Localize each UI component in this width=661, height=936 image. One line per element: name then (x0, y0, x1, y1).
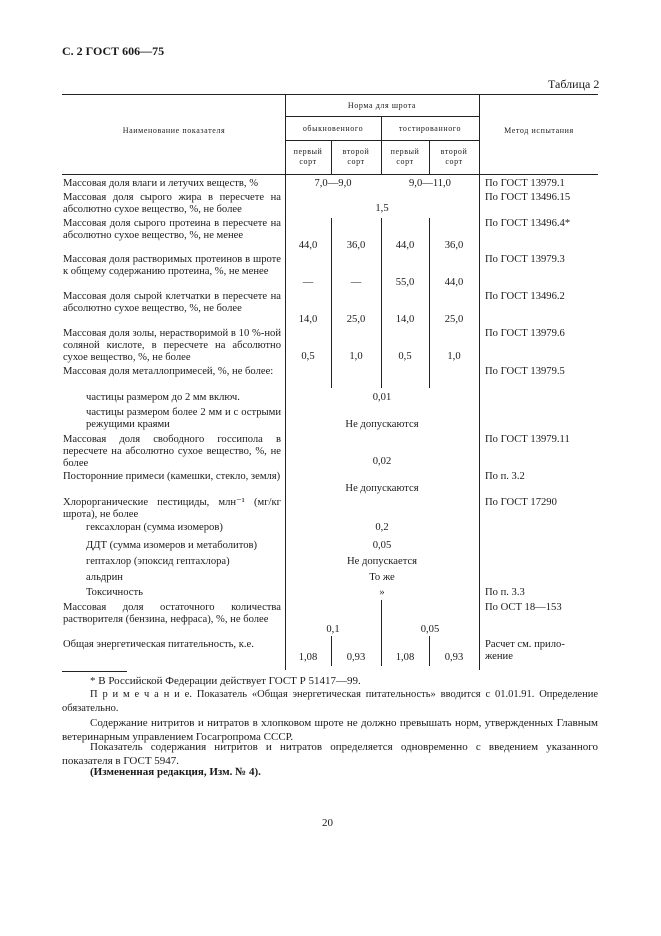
row-value-5-3: 1,0 (447, 351, 461, 362)
footnote-rule (62, 671, 127, 672)
note-text: Показатель «Общая энергетическая питательность» вводится с 01.01.91. Определение обязательно. (62, 689, 598, 714)
row-value-5-0: 0,5 (301, 351, 315, 362)
row-method-18: Расчет см. прило- жение (485, 639, 565, 662)
row-method-3: По ГОСТ 13979.3 (485, 254, 565, 265)
row-method-9: По ГОСТ 13979.11 (485, 434, 570, 445)
row-name-13: ДДТ (сумма изомеров и метаболитов) (86, 540, 258, 551)
row-name-12: гексахлоран (сумма изомеров) (86, 522, 223, 533)
row-value-16-all: » (379, 587, 385, 598)
col-header-ord-g2: второй сорт (342, 147, 370, 166)
row-value-17-tst: 0,05 (420, 624, 440, 635)
row-value-14-all: Не допускается (346, 556, 418, 567)
edition-note: (Измененная редакция, Изм. № 4). (90, 766, 261, 778)
row-name-11: Хлорорганические пестициды, млн⁻¹ (мг/кг шрота), не более (63, 497, 281, 520)
row-value-1-all: 1,5 (375, 203, 389, 214)
row-value-18-2: 1,08 (395, 652, 415, 663)
col-header-tst-g1: первый сорт (390, 147, 420, 166)
row-name-0: Массовая доля влаги и летучих веществ, % (63, 178, 259, 189)
row-value-0-ord: 7,0—9,0 (314, 178, 352, 189)
row-value-7-all: 0,01 (372, 392, 392, 403)
footnote: * В Российской Федерации действует ГОСТ Р 51417—99. (90, 675, 361, 687)
row-value-18-1: 0,93 (346, 652, 366, 663)
row-value-9-all: 0,02 (372, 456, 392, 467)
row-name-8: частицы размером более 2 мм и с острыми режущими краями (86, 407, 281, 430)
row-value-2-2: 44,0 (395, 240, 415, 251)
row-value-10-all: Не допускаются (345, 483, 419, 494)
row-value-3-0: — (302, 277, 314, 288)
row-value-0-tst: 9,0—11,0 (409, 178, 451, 189)
row-name-16: Токсичность (86, 587, 143, 598)
col-header-ord-g1: первый сорт (293, 147, 323, 166)
note-label: П р и м е ч а н и е. (90, 689, 192, 700)
row-value-3-3: 44,0 (444, 277, 464, 288)
col-header-norm: Норма для шрота (347, 101, 417, 110)
row-value-4-0: 14,0 (298, 314, 318, 325)
row-method-11: По ГОСТ 17290 (485, 497, 557, 508)
row-name-6: Массовая доля металлопримесей, %, не более: (63, 366, 274, 377)
row-method-5: По ГОСТ 13979.6 (485, 328, 565, 339)
row-name-15: альдрин (86, 572, 123, 583)
row-name-17: Массовая доля остаточного количества растворителя (бензина, нефраса), %, не более (63, 602, 281, 625)
row-method-4: По ГОСТ 13496.2 (485, 291, 565, 302)
row-method-17: По ОСТ 18—153 (485, 602, 562, 613)
row-value-18-3: 0,93 (444, 652, 464, 663)
row-method-0: По ГОСТ 13979.1 (485, 178, 565, 189)
col-header-tst-g2: второй сорт (440, 147, 468, 166)
col-header-ordinary: обыкновенного (302, 124, 364, 133)
row-method-6: По ГОСТ 13979.5 (485, 366, 565, 377)
note (62, 688, 598, 716)
row-value-8-all: Не допускаются (345, 419, 419, 430)
row-name-4: Массовая доля сырой клетчатки в пересчете на абсолютно сухое вещество, %, не более (63, 291, 281, 314)
row-method-10: По п. 3.2 (485, 471, 525, 482)
table-top-rule (62, 94, 598, 95)
row-value-13-all: 0,05 (372, 540, 392, 551)
row-name-2: Массовая доля сырого протеина в пересчете на абсолютно сухое вещество, %, не менее (63, 218, 281, 241)
row-value-4-2: 14,0 (395, 314, 415, 325)
row-value-5-2: 0,5 (398, 351, 412, 362)
row-name-5: Массовая доля золы, нерастворимой в 10 %-ной соляной кислоте, в пересчете на абсолютно сухое вещество, %, не более (63, 328, 281, 363)
subheader-rule-1 (285, 116, 479, 117)
row-value-3-1: — (350, 277, 362, 288)
row-method-2: По ГОСТ 13496.4* (485, 218, 571, 229)
page-number: 20 (322, 817, 333, 829)
page-header: С. 2 ГОСТ 606—75 (62, 44, 165, 58)
row-name-9: Массовая доля свободного госсипола в пересчете на абсолютно сухое вещество, %, не более (63, 434, 281, 469)
row-value-5-1: 1,0 (349, 351, 363, 362)
col-divider-method (479, 94, 480, 670)
row-method-16: По п. 3.3 (485, 587, 525, 598)
paragraph-1: Содержание нитритов и нитратов в хлопковом шроте не должно превышать норм, утвержденных Главным ветеринарным управлением Госагропрома СССР. (62, 717, 598, 743)
col-header-toasted: тостированного (398, 124, 462, 133)
col-header-name: Наименование показателя (122, 126, 226, 135)
row-value-3-2: 55,0 (395, 277, 415, 288)
row-name-10: Посторонние примеси (камешки, стекло, земля) (63, 471, 281, 482)
row-name-7: частицы размером до 2 мм включ. (86, 392, 240, 403)
row-value-2-1: 36,0 (346, 240, 366, 251)
row-name-1: Массовая доля сырого жира в пересчете на абсолютно сухое вещество, %, не более (63, 192, 281, 215)
row-name-3: Массовая доля растворимых протеинов в шроте к общему содержанию протеина, %, не менее (63, 254, 281, 277)
row-value-4-1: 25,0 (346, 314, 366, 325)
row-name-14: гептахлор (эпоксид гептахлора) (86, 556, 230, 567)
row-value-2-0: 44,0 (298, 240, 318, 251)
row-value-18-0: 1,08 (298, 652, 318, 663)
row-value-4-3: 25,0 (444, 314, 464, 325)
row-value-17-ord: 0,1 (326, 624, 340, 635)
col-header-method: Метод испытания (504, 126, 574, 135)
row-value-15-all: То же (369, 572, 395, 583)
row-name-18: Общая энергетическая питательность, к.е. (63, 639, 254, 650)
table-caption: Таблица 2 (548, 77, 600, 91)
paragraph-2: Показатель содержания нитритов и нитратов определяется одновременно с введением указанного показателя в ГОСТ 5947. (62, 741, 598, 767)
row-method-1: По ГОСТ 13496.15 (485, 192, 571, 203)
row-value-2-3: 36,0 (444, 240, 464, 251)
row-value-12-all: 0,2 (375, 522, 389, 533)
subheader-rule-2 (285, 140, 479, 141)
header-bottom-rule (62, 174, 598, 175)
